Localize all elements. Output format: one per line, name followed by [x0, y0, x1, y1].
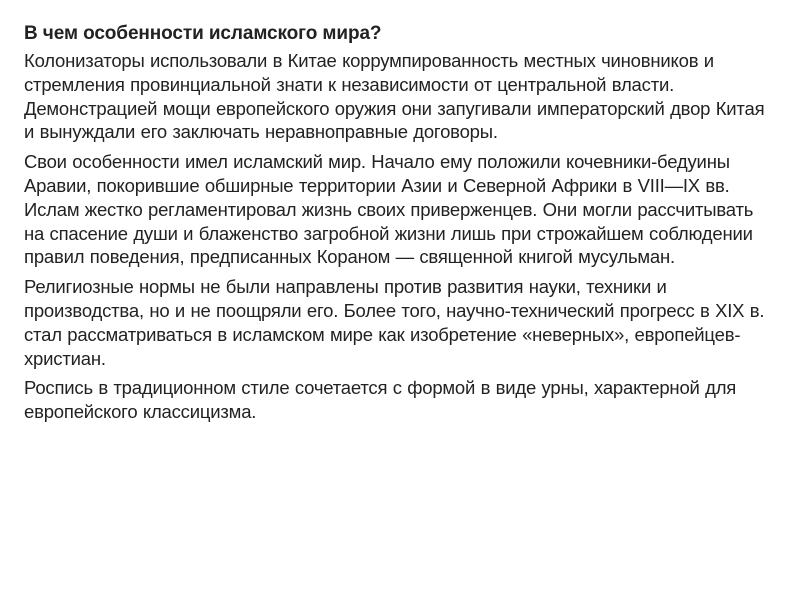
- paragraph-islamic-world: Свои особенности имел исламский мир. Начало ему положили кочевники-бедуины Аравии, покорившие обширные территории Азии и Северной Африки в VIII—IX вв. Ислам жестко регламентировал жизнь своих приверженцев. Они могли рассчитывать на спасение души и блаженство загробной жизни лишь при строжайшем соблюдении правил поведения, предписанных Кораном — священной книгой мусульман.: [24, 151, 754, 268]
- paragraph-painting-urn: Роспись в традиционном стиле сочетается с формой в виде урны, характерной для европейского классицизма.: [24, 377, 737, 423]
- paragraph-religious-norms: Религиозные нормы не были направлены против развития науки, техники и производства, но и не поощряли его. Более того, научно-технический прогресс в XIX в. стал рассматриваться в исламском мире как изобретение «неверных», европейцев-христиан.: [24, 276, 765, 369]
- paragraph-colonizers-china: Колонизаторы использовали в Китае коррумпированность местных чиновников и стремления провинциальной знати к независимости от центральной власти. Демонстрацией мощи европейского оружия они запугивали императорский двор Китая и вынуждали его заключать неравноправные договоры.: [24, 50, 765, 143]
- slide-title: В чем особенности исламского мира?: [24, 23, 382, 44]
